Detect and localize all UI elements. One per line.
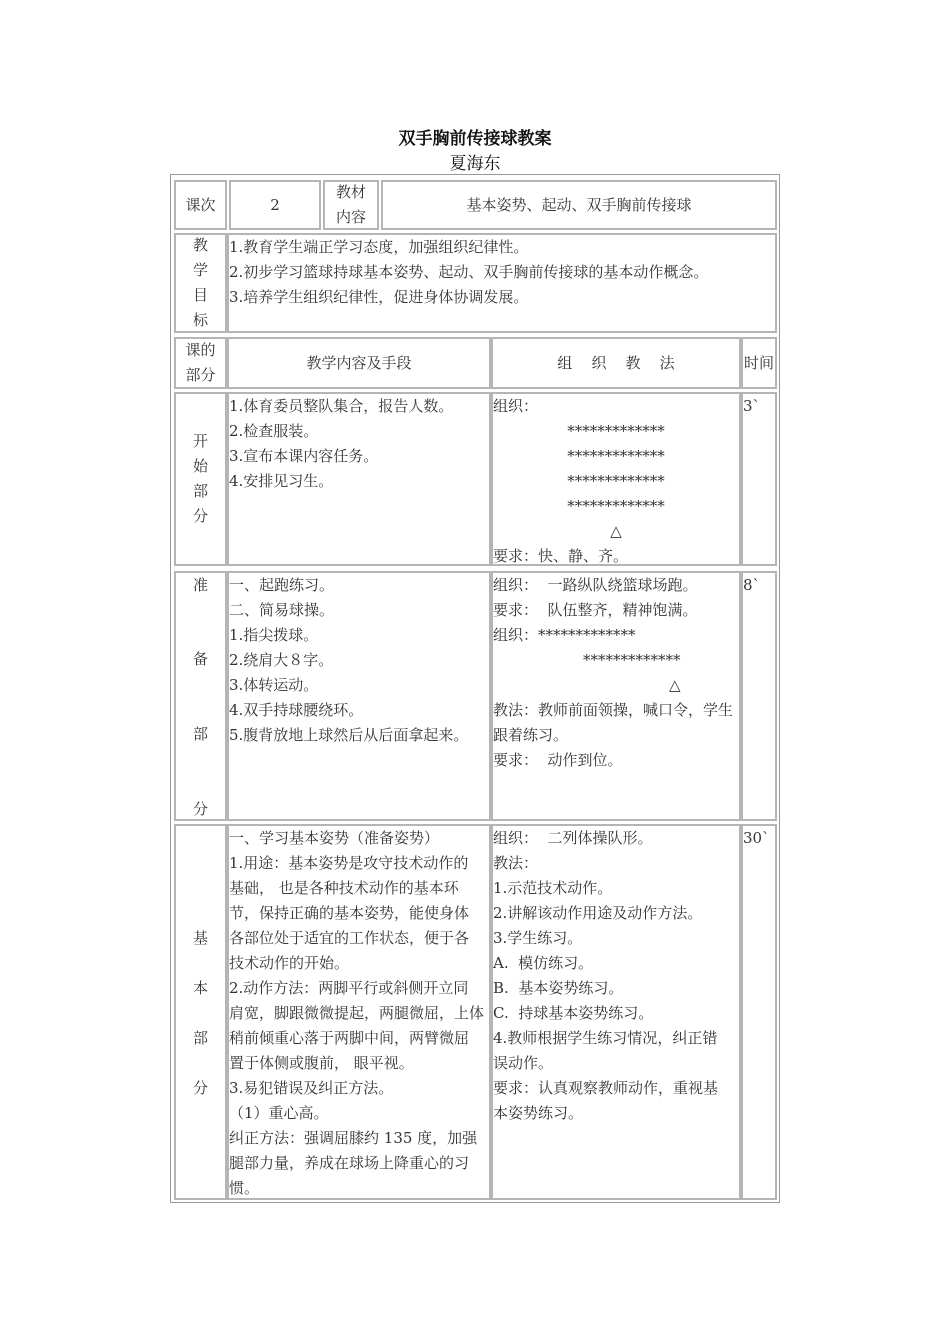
prep-time: 8` xyxy=(743,576,761,594)
prep-content-cell xyxy=(227,571,491,821)
teacher-triangle-icon: △ xyxy=(610,522,622,540)
start-time-cell xyxy=(741,392,777,566)
content-cell xyxy=(381,180,777,230)
prep-method-line: 要求： 队伍整齐，精神饱满。 xyxy=(493,601,698,619)
prep-label-char: 分 xyxy=(192,800,208,818)
basic-content-line: 纠正方法：强调屈膝约 135 度，加强 xyxy=(229,1129,478,1147)
basic-content-line: 节，保持正确的基本姿势，能使身体 xyxy=(229,904,470,922)
basic-method-line: C. 持球基本姿势练习。 xyxy=(493,1004,654,1022)
start-part-label-cell xyxy=(174,392,227,566)
teacher-triangle-icon: △ xyxy=(669,676,681,694)
part-header-line: 课的 xyxy=(185,341,216,359)
objectives-label-cell xyxy=(174,233,227,333)
formation-row: ************* xyxy=(567,447,665,465)
basic-content-line: 置于体侧或腹前， 眼平视。 xyxy=(229,1054,414,1072)
start-content-item: 1.体育委员整队集合，报告人数。 xyxy=(229,397,454,415)
lesson-number-label-cell xyxy=(174,180,227,230)
start-content-item: 4.安排见习生。 xyxy=(229,472,334,490)
basic-label-char: 基 xyxy=(192,929,208,947)
basic-method-line: 组织： 二列体操队形。 xyxy=(493,829,653,847)
content-header-cell xyxy=(227,337,491,389)
basic-label-char: 本 xyxy=(192,979,208,997)
basic-method-line: 1.示范技术动作。 xyxy=(493,879,613,897)
prep-part-label-cell xyxy=(174,571,227,821)
start-label-char: 始 xyxy=(192,457,208,475)
formation-row: ************* xyxy=(567,472,665,490)
formation-row: ************* xyxy=(567,497,665,515)
basic-method-line: A. 模仿练习。 xyxy=(493,954,594,972)
basic-content-line: 各部位处于适宜的工作状态，便于各 xyxy=(229,929,470,947)
prep-time-cell xyxy=(741,571,777,821)
basic-time-cell xyxy=(741,824,777,1200)
prep-content-item: 4.双手持球腰绕环。 xyxy=(229,701,364,719)
objective-item: 2.初步学习篮球持球基本姿势、起动、双手胸前传接球的基本动作概念。 xyxy=(229,263,709,281)
basic-method-cell xyxy=(491,824,741,1200)
basic-method-line: 3.学生练习。 xyxy=(493,929,583,947)
content-label-cell xyxy=(323,180,379,230)
prep-content-item: 5.腹背放地上球然后从后面拿起来。 xyxy=(229,726,469,744)
method-header: 组 织 教 法 xyxy=(557,353,675,372)
formation-row: ************* xyxy=(583,651,681,669)
start-requirement: 要求：快、静、齐。 xyxy=(493,547,629,565)
basic-content-line: 肩宽，脚跟微微提起，两腿微屈，上体 xyxy=(229,1004,485,1022)
basic-part-label-cell xyxy=(174,824,227,1200)
start-label-char: 开 xyxy=(192,432,208,450)
teaching-content: 基本姿势、起动、双手胸前传接球 xyxy=(466,195,692,214)
basic-content-cell xyxy=(227,824,491,1200)
prep-content-item: 一、起跑练习。 xyxy=(229,576,335,594)
author-name: 夏海东 xyxy=(449,154,501,174)
part-header-cell xyxy=(174,337,227,389)
time-header-cell xyxy=(741,337,777,389)
basic-label-char: 部 xyxy=(192,1029,208,1047)
start-content-cell xyxy=(227,392,491,566)
basic-content-line: 基础， 也是各种技术动作的基本环 xyxy=(229,879,459,897)
prep-content-item: 1.指尖拨球。 xyxy=(229,626,319,644)
time-header: 时间 xyxy=(743,353,774,372)
objectives-cell xyxy=(227,233,777,333)
basic-method-line: 本姿势练习。 xyxy=(493,1104,584,1122)
lesson-number-cell xyxy=(229,180,321,230)
prep-label-char: 准 xyxy=(192,576,208,594)
start-content-item: 3.宣布本课内容任务。 xyxy=(229,447,379,465)
prep-label-char: 部 xyxy=(192,725,208,743)
prep-method-line: 组织：************* xyxy=(493,626,636,644)
start-method-cell xyxy=(491,392,741,566)
prep-label-char: 备 xyxy=(192,650,208,668)
basic-content-line: 腿部力量，养成在球场上降重心的习 xyxy=(229,1154,470,1172)
basic-time: 30` xyxy=(743,829,770,847)
basic-content-line: 技术动作的开始。 xyxy=(229,954,350,972)
objective-item: 3.培养学生组织纪律性，促进身体协调发展。 xyxy=(229,288,529,306)
start-label-char: 分 xyxy=(192,507,208,525)
basic-label-char: 分 xyxy=(192,1079,208,1097)
start-label-char: 部 xyxy=(192,482,208,500)
lesson-number-label: 课次 xyxy=(185,195,216,214)
prep-content-item: 3.体转运动。 xyxy=(229,676,319,694)
lesson-plan-table xyxy=(170,174,780,1203)
part-header-line: 部分 xyxy=(185,366,216,384)
basic-content-line: 惯。 xyxy=(229,1179,260,1197)
basic-method-line: 2.讲解该动作用途及动作方法。 xyxy=(493,904,703,922)
document-title: 双手胸前传接球教案 xyxy=(398,129,552,149)
objectives-label-char: 教 xyxy=(192,236,208,254)
formation-row: ************* xyxy=(567,422,665,440)
prep-method-line: 组织： 一路纵队绕篮球场跑。 xyxy=(493,576,698,594)
basic-content-line: （1）重心高。 xyxy=(229,1104,329,1122)
prep-method-line: 要求： 动作到位。 xyxy=(493,751,623,769)
content-header: 教学内容及手段 xyxy=(306,353,412,372)
objectives-label-char: 目 xyxy=(192,286,208,304)
basic-method-line: 要求：认真观察教师动作，重视基 xyxy=(493,1079,719,1097)
basic-content-line: 稍前倾重心落于两脚中间，两臂微屈 xyxy=(229,1029,470,1047)
basic-method-line: 误动作。 xyxy=(493,1054,554,1072)
prep-content-item: 二、简易球操。 xyxy=(229,601,335,619)
objectives-label-char: 学 xyxy=(192,261,208,279)
prep-method-cell xyxy=(491,571,741,821)
basic-method-line: B. 基本姿势练习。 xyxy=(493,979,624,997)
prep-method-line: 教法：教师前面领操，喊口令，学生 xyxy=(493,701,734,719)
basic-method-line: 4.教师根据学生练习情况，纠正错 xyxy=(493,1029,718,1047)
objectives-label-char: 标 xyxy=(192,311,208,329)
start-method-org: 组织： xyxy=(493,397,539,415)
start-time: 3` xyxy=(743,397,761,415)
prep-method-line: 跟着练习。 xyxy=(493,726,569,744)
basic-content-line: 一、学习基本姿势（准备姿势） xyxy=(229,829,440,847)
basic-content-line: 2.动作方法：两脚平行或斜侧开立同 xyxy=(229,979,469,997)
prep-content-item: 2.绕肩大８字。 xyxy=(229,651,334,669)
lesson-number: 2 xyxy=(270,195,280,214)
basic-content-line: 3.易犯错误及纠正方法。 xyxy=(229,1079,394,1097)
basic-content-line: 1.用途：基本姿势是攻守技术动作的 xyxy=(229,854,469,872)
basic-method-line: 教法： xyxy=(493,854,539,872)
method-header-cell xyxy=(491,337,741,389)
content-label-line: 内容 xyxy=(335,208,366,226)
start-content-item: 2.检查服装。 xyxy=(229,422,319,440)
objective-item: 1.教育学生端正学习态度，加强组织纪律性。 xyxy=(229,238,529,256)
content-label-line: 教材 xyxy=(335,183,366,201)
